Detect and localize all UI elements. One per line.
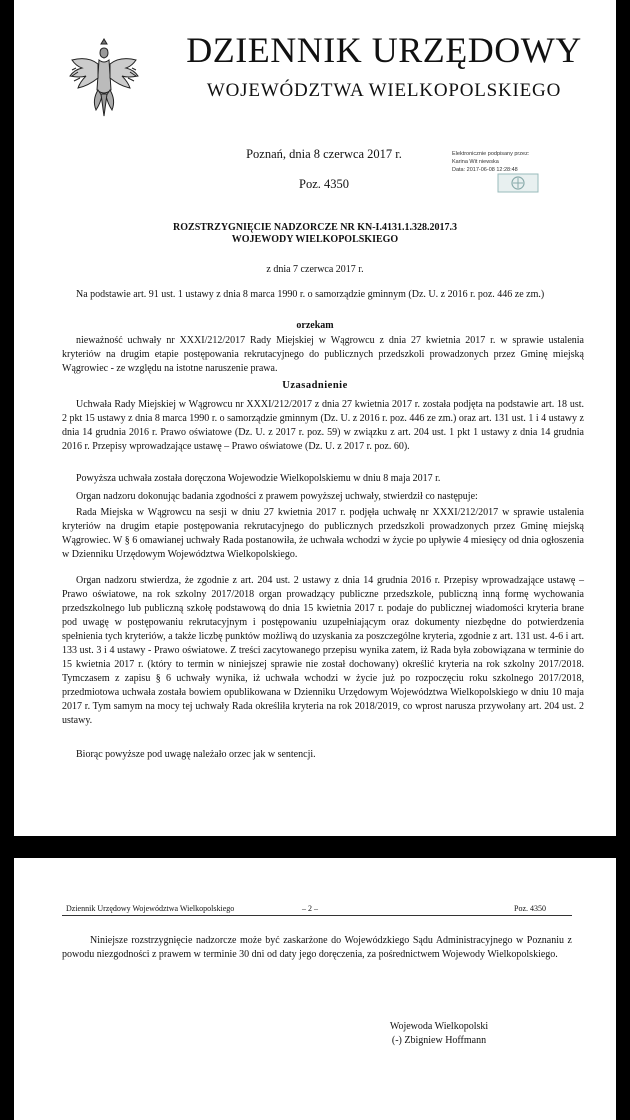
justification-paragraph-6: Biorąc powyższe pod uwagę należało orzec jak w sentencji. <box>76 749 316 760</box>
signer-title: Wojewoda Wielkopolski <box>389 1021 489 1032</box>
decision-heading-line2: WOJEWODY WIELKOPOLSKIEGO <box>231 234 399 245</box>
header-divider <box>62 915 572 916</box>
orzekam-heading: orzekam <box>296 320 334 331</box>
justification-paragraph-3: Organ nadzoru dokonując badania zgodności z prawem powyższej uchwały, stwierdził co następuje: <box>76 491 478 502</box>
document-page-1 <box>14 0 616 836</box>
gazette-title: DZIENNIK URZĘDOWY <box>186 30 582 70</box>
ruling-paragraph: nieważność uchwały nr XXXI/212/2017 Rady Miejskiej w Wągrowcu z dnia 27 kwietnia 2017 r. w sprawie ustalenia kryteriów na drugim etapie postępowania rekrutacyjnego do publicznych przedszkoli prowadzonych przez Gminę miejską Wągrowiec - ze względu na istotne naruszenie prawa. <box>62 335 584 374</box>
decision-date: z dnia 7 czerwca 2017 r. <box>266 264 364 275</box>
decision-heading-line1: ROZSTRZYGNIĘCIE NADZORCZE NR KN-I.4131.1.328.2017.3 <box>173 222 457 233</box>
legal-basis-paragraph: Na podstawie art. 91 ust. 1 ustawy z dnia 8 marca 1990 r. o samorządzie gminnym (Dz. U. z 2016 r. poz. 446 ze zm.) <box>76 289 545 300</box>
signer-name: (-) Zbigniew Hoffmann <box>391 1035 487 1046</box>
polish-eagle-emblem-icon <box>68 38 140 122</box>
uzasadnienie-heading: Uzasadnienie <box>282 380 348 391</box>
signature-line-2: Karina Wit niewska <box>452 159 499 165</box>
justification-paragraph-5: Organ nadzoru stwierdza, że zgodnie z art. 204 ust. 2 ustawy z dnia 14 grudnia 2016 r. Przepisy wprowadzające ustawę – Prawo oświatowe, na rok szkolny 2017/2018 organ prowadzący publiczne przedszkole, publiczną inną formę wychowania przedszkolnego lub publiczną szkołę podstawową do dnia 15 kwietnia 2017 r. podaje do publicznej wiadomości kryteria brane pod uwagę w postępowaniu rekrutacyjnym i postępowaniu uzupełniającym oraz dokumenty niezbędne do potwierdzenia spełnienia tych kryteriów, a także liczbę punktów możliwą do uzyskania za poszczególne kryteria, zgodnie z art. 131 ust. 4-6 i art. 133 ust. 3 i 4 ustawy - Prawo oświatowe. Z treści zacytowanego przepisu wynika zatem, iż Rada była zobowiązana w terminie do 15 kwietnia 2017 r. (który to termin w niniejszej sprawie nie został dochowany) określić kryteria na rok szkolny 2017/2018. Tymczasem z zapisu § 6 uchwały wynika, iż uchwała wchodzi w życie już po rozpoczęciu roku szkolnego 2017/2018, przedmiotowa uchwała została bowiem opublikowana w Dzienniku Urzędowym Województwa Wielkopolskiego w dniu 10 maja 2017 r. Tym samym na mocy tej uchwały Rada określiła kryteria na rok 2018/2019, co wprost narusza przywołany art. 204 ust. 2 ustawy. <box>62 575 584 726</box>
page-number: – 2 – <box>302 904 318 913</box>
justification-paragraph-4: Rada Miejska w Wągrowcu na sesji w dniu 27 kwietnia 2017 r. podjęła uchwałę nr XXXI/212/2017 w sprawie ustalenia kryteriów na drugim etapie postępowania rekrutacyjnego do publicznych przedszkoli prowadzonych przez Gminę miejską Wągrowiec. W § 6 omawianej uchwały Rada postanowiła, że uchwała wchodzi w życie po upływie 4 miesięcy od dnia ogłoszenia w Dzienniku Urzędowym Województwa Wielkopolskiego. <box>62 507 584 560</box>
gazette-subtitle: WOJEWÓDZTWA WIELKOPOLSKIEGO <box>206 80 562 101</box>
running-header-right: Poz. 4350 <box>514 904 546 913</box>
appeal-paragraph: Niniejsze rozstrzygnięcie nadzorcze może być zaskarżone do Wojewódzkiego Sądu Administracyjnego w Poznaniu z powodu niezgodności z prawem w terminie 30 dni od daty jego doręczenia, za pośrednictwem Wojewody Wielkopolskiego. <box>62 935 572 960</box>
position-number: Poz. 4350 <box>299 177 349 191</box>
signature-stamp-icon <box>496 172 540 194</box>
place-date: Poznań, dnia 8 czerwca 2017 r. <box>246 147 402 161</box>
decision-heading <box>54 222 576 246</box>
signer-block <box>364 1020 514 1048</box>
document-page-2 <box>14 858 616 1120</box>
electronic-signature <box>452 150 572 174</box>
justification-paragraph-2: Powyższa uchwała została doręczona Wojewodzie Wielkopolskiemu w dniu 8 maja 2017 r. <box>76 473 441 484</box>
signature-line-3: Data: 2017-06-08 12:28:48 <box>452 167 518 173</box>
signature-line-1: Elektronicznie podpisany przez: <box>452 151 530 157</box>
justification-paragraph-1: Uchwała Rady Miejskiej w Wągrowcu nr XXXI/212/2017 z dnia 27 kwietnia 2017 r. została podjęta na podstawie art. 18 ust. 2 pkt 15 ustawy z dnia 8 marca 1990 r. o samorządzie gminnym (Dz. U. z 2016 r. poz. 446 ze zm.) oraz art. 131 ust. 1 i 4 ustawy z dnia 14 grudnia 2016 r. Prawo oświatowe (Dz. U. z 2017 r. poz. 59) w związku z art. 204 ust. 1 pkt 1 ustawy z dnia 14 grudnia 2016 r. Przepisy wprowadzające ustawę – Prawo oświatowe (Dz. U. z 2017 r. poz. 60). <box>62 399 584 452</box>
running-header-left: Dziennik Urzędowy Województwa Wielkopolskiego <box>66 904 235 913</box>
